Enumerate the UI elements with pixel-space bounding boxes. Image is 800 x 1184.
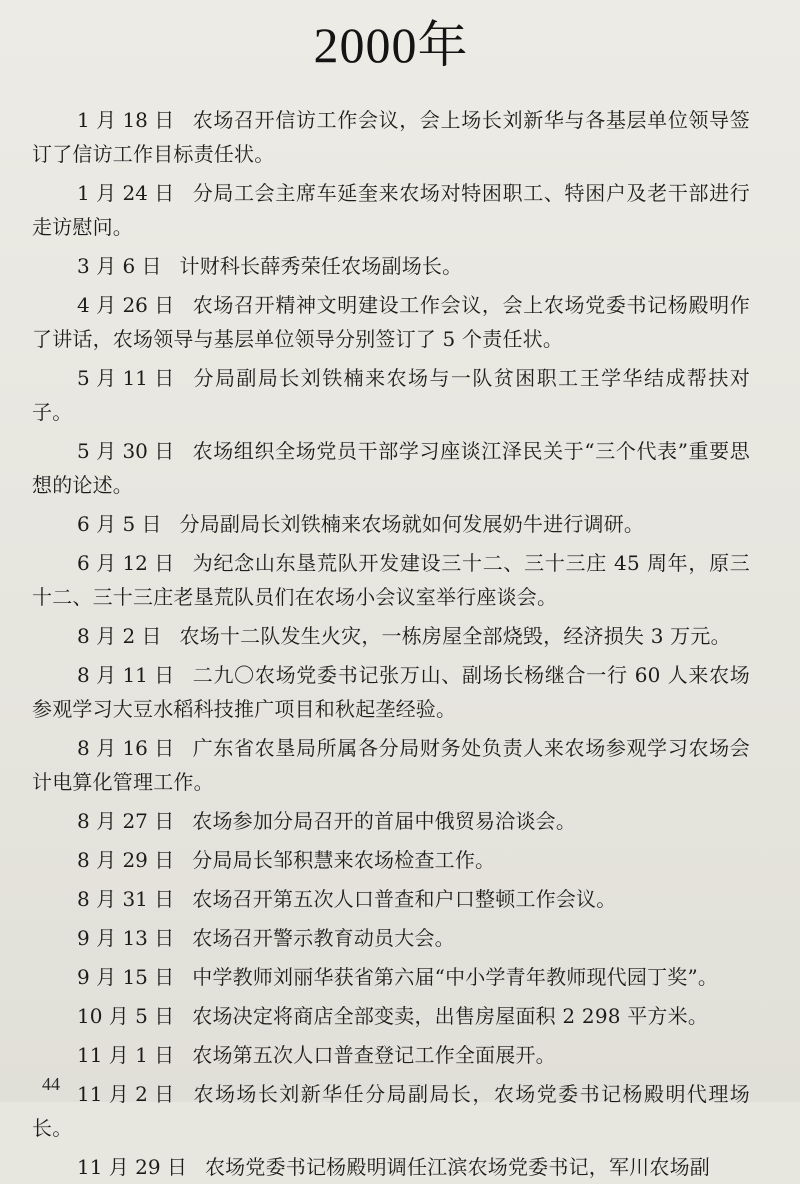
chronicle-entry (32, 999, 750, 1033)
chronicle-entry (32, 176, 750, 244)
entry-date: 8 月 16 日 (77, 736, 175, 760)
chronicle-entry (32, 1038, 750, 1072)
chronicle-entry (32, 361, 750, 429)
entry-date: 9 月 13 日 (77, 926, 175, 950)
entry-text: 中学教师刘丽华获省第六届“中小学青年教师现代园丁奖”。 (192, 965, 719, 989)
entry-text: 农场召开第五次人口普查和户口整顿工作会议。 (192, 887, 617, 911)
entry-date: 5 月 11 日 (77, 366, 175, 390)
chronicle-entry (32, 546, 750, 614)
chronicle-entry (32, 843, 750, 877)
entry-text: 为纪念山东垦荒队开发建设三十二、三十三庄 45 周年，原三十二、三十三庄老垦荒队员们在农场小会议室举行座谈会。 (32, 551, 750, 609)
entry-text: 农场召开精神文明建设工作会议，会上农场党委书记杨殿明作了讲话，农场领导与基层单位领导分别签订了 5 个责任状。 (32, 293, 750, 351)
chronicle-entry (32, 288, 750, 356)
chronicle-entry (32, 658, 750, 726)
entry-date: 8 月 27 日 (77, 809, 175, 833)
chronicle-entry (32, 921, 750, 955)
entry-text: 计财科长薛秀荣任农场副场长。 (179, 254, 463, 278)
entry-date: 9 月 15 日 (77, 965, 175, 989)
entry-date: 1 月 18 日 (77, 108, 175, 132)
page-title: 2000年 (313, 17, 469, 73)
entry-text: 农场召开警示教育动员大会。 (192, 926, 455, 950)
chronicle-entry (32, 731, 750, 799)
entry-date: 4 月 26 日 (77, 293, 175, 317)
entry-date: 8 月 11 日 (77, 663, 175, 687)
entry-text: 农场决定将商店全部变卖，出售房屋面积 2 298 平方米。 (192, 1004, 709, 1028)
entry-text: 农场场长刘新华任分局副局长，农场党委书记杨殿明代理场长。 (32, 1082, 750, 1140)
entry-date: 11 月 1 日 (77, 1043, 175, 1067)
chronicle-entry (32, 882, 750, 916)
entry-date: 8 月 31 日 (77, 887, 175, 911)
chronicle-entry (32, 960, 750, 994)
entry-date: 8 月 2 日 (77, 624, 162, 648)
chronicle-entry (32, 103, 750, 171)
chronicle-entry (32, 507, 750, 541)
chronicle-entry (32, 249, 750, 283)
entry-date: 3 月 6 日 (77, 254, 162, 278)
entry-text: 分局工会主席车延奎来农场对特困职工、特困户及老干部进行走访慰问。 (32, 181, 750, 239)
entry-text: 农场组织全场党员干部学习座谈江泽民关于“三个代表”重要思想的论述。 (32, 439, 750, 497)
page-number: 44 (42, 1074, 60, 1094)
chronicle-entry (32, 804, 750, 838)
entry-date: 11 月 29 日 (77, 1155, 187, 1179)
entry-text: 农场十二队发生火灾，一栋房屋全部烧毁，经济损失 3 万元。 (179, 624, 731, 648)
entry-text: 分局局长邹积慧来农场检查工作。 (192, 848, 496, 872)
entry-text: 二九〇农场党委书记张万山、副场长杨继合一行 60 人来农场参观学习大豆水稻科技推广项目和秋起垄经验。 (32, 663, 750, 721)
entry-date: 8 月 29 日 (77, 848, 175, 872)
entry-date: 11 月 2 日 (77, 1082, 175, 1106)
entry-date: 6 月 12 日 (77, 551, 175, 575)
entry-text: 农场第五次人口普查登记工作全面展开。 (192, 1043, 556, 1067)
entry-date: 5 月 30 日 (77, 439, 175, 463)
chronicle-entries (32, 103, 750, 1184)
entry-text: 农场党委书记杨殿明调任江滨农场党委书记，军川农场副 (204, 1155, 710, 1179)
entry-date: 1 月 24 日 (77, 181, 175, 205)
entry-date: 10 月 5 日 (77, 1004, 175, 1028)
entry-text: 农场参加分局召开的首届中俄贸易洽谈会。 (192, 809, 577, 833)
entry-text: 分局副局长刘铁楠来农场与一队贫困职工王学华结成帮扶对子。 (32, 366, 750, 424)
chronicle-entry (32, 619, 750, 653)
entry-text: 广东省农垦局所属各分局财务处负责人来农场参观学习农场会计电算化管理工作。 (32, 736, 750, 794)
entry-text: 农场召开信访工作会议，会上场长刘新华与各基层单位领导签订了信访工作目标责任状。 (32, 108, 750, 166)
entry-text: 分局副局长刘铁楠来农场就如何发展奶牛进行调研。 (179, 512, 645, 536)
chronicle-entry (32, 1150, 750, 1184)
chronicle-entry (32, 1077, 750, 1145)
chronicle-entry (32, 434, 750, 502)
entry-date: 6 月 5 日 (77, 512, 162, 536)
